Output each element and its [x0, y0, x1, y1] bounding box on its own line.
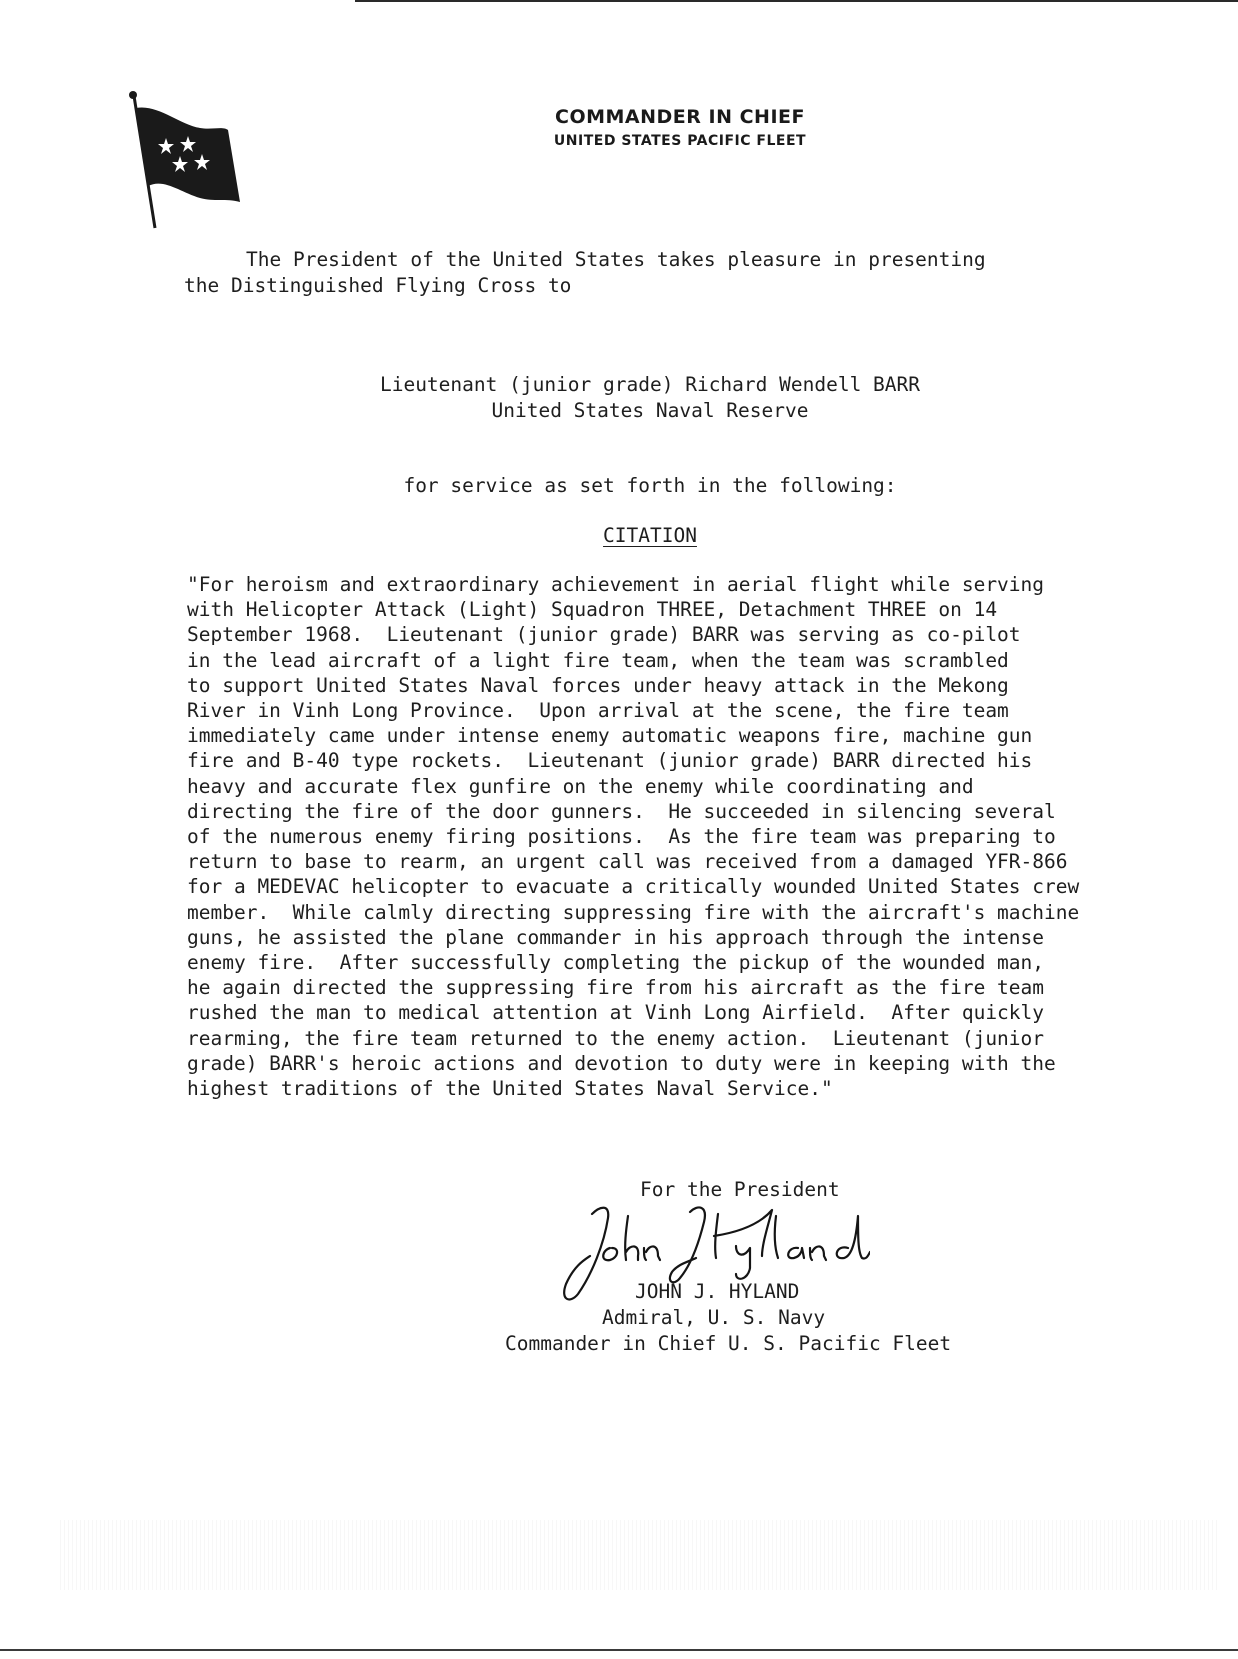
citation-line: directing the fire of the door gunners. He succeeded in silencing several — [187, 799, 1056, 823]
citation-line: September 1968. Lieutenant (junior grade) BARR was serving as co-pilot — [187, 623, 1021, 647]
top-edge-rule — [355, 0, 1238, 2]
citation-line: with Helicopter Attack (Light) Squadron THREE, Detachment THREE on 14 — [187, 598, 998, 622]
citation-line: enemy fire. After successfully completing the pickup of the wounded man, — [187, 951, 1045, 975]
signatory-title: Commander in Chief U. S. Pacific Fleet — [505, 1332, 952, 1355]
service-line: for service as set forth in the following: — [403, 474, 897, 497]
citation-body — [187, 572, 1197, 1101]
four-star-admiral-flag-icon — [128, 90, 246, 232]
letterhead-title: COMMANDER IN CHIEF — [555, 106, 805, 128]
citation-line: rearming, the fire team returned to the enemy action. Lieutenant (junior — [187, 1026, 1045, 1050]
citation-line: he again directed the suppressing fire from his aircraft as the fire team — [187, 976, 1045, 1000]
citation-line: "For heroism and extraordinary achievement in aerial flight while serving — [187, 573, 1045, 596]
bottom-edge-rule — [0, 1649, 1238, 1651]
for-the-president: For the President — [640, 1178, 840, 1201]
citation-line: immediately came under intense enemy automatic weapons fire, machine gun — [187, 724, 1033, 748]
citation-line: to support United States Naval forces under heavy attack in the Mekong — [187, 673, 1009, 697]
citation-line: return to base to rearm, an urgent call was received from a damaged YFR-866 — [187, 850, 1068, 874]
citation-heading — [300, 524, 1000, 547]
citation-line: heavy and accurate flex gunfire on the enemy while coordinating and — [187, 774, 974, 798]
citation-line: grade) BARR's heroic actions and devotion to duty were in keeping with the — [187, 1051, 1056, 1075]
citation-heading-text: CITATION — [603, 524, 697, 547]
letterhead-subtitle: UNITED STATES PACIFIC FLEET — [553, 133, 807, 149]
citation-line: River in Vinh Long Province. Upon arrival at the scene, the fire team — [187, 699, 1009, 723]
citation-line: highest traditions of the United States Naval Service." — [187, 1077, 833, 1101]
signatory-name: JOHN J. HYLAND — [635, 1280, 800, 1303]
citation-line: rushed the man to medical attention at Vinh Long Airfield. After quickly — [187, 1001, 1045, 1025]
recipient-name: Lieutenant (junior grade) Richard Wendell BARR — [379, 373, 921, 396]
intro-line-2: the Distinguished Flying Cross to — [184, 274, 572, 297]
scan-artifact — [60, 1520, 1220, 1590]
citation-line: in the lead aircraft of a light fire team, when the team was scrambled — [187, 648, 1009, 672]
recipient-branch: United States Naval Reserve — [491, 399, 809, 422]
citation-line: for a MEDEVAC helicopter to evacuate a critically wounded United States crew — [187, 875, 1080, 899]
intro-line-1: The President of the United States takes pleasure in presenting — [246, 248, 986, 271]
recipient-block — [300, 372, 1000, 424]
citation-line: of the numerous enemy firing positions. As the fire team was preparing to — [187, 825, 1056, 849]
citation-line: guns, he assisted the plane commander in his approach through the intense — [187, 925, 1045, 949]
citation-line: member. While calmly directing suppressing fire with the aircraft's machine — [187, 900, 1080, 924]
signatory-rank: Admiral, U. S. Navy — [602, 1306, 826, 1329]
citation-line: fire and B-40 type rockets. Lieutenant (junior grade) BARR directed his — [187, 749, 1033, 773]
